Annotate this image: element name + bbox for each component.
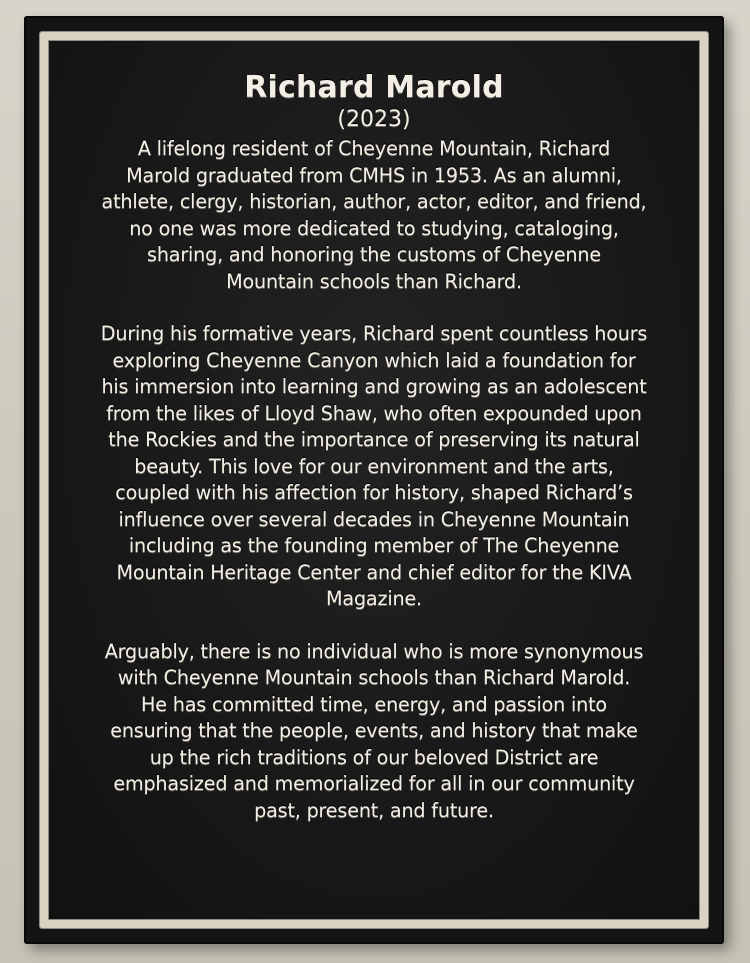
paragraph-gap [72,613,676,639]
paragraph-line: up the rich traditions of our beloved District are [149,745,599,769]
paragraph-line: his immersion into learning and growing as an adolescent [101,375,647,398]
paragraph-line: the Rockies and the importance of preserving its natural [108,428,640,451]
paragraph-line: exploring Cheyenne Canyon which laid a foundation for [112,348,636,372]
paragraph-line: ensuring that the people, events, and history that make [110,719,638,742]
paragraph-line: beauty. This love for our environment and the arts, [134,454,614,478]
paragraph-line: from the likes of Lloyd Shaw, who often expounded upon [106,401,642,425]
paragraph-line: with Cheyenne Mountain schools than Richard Marold. [117,666,631,689]
paragraph-line: Mountain Heritage Center and chief editor for the KIVA [116,560,632,584]
paragraph-line: coupled with his affection for history, shaped Richard’s [115,481,633,504]
paragraph-line: athlete, clergy, historian, author, actor, editor, and friend, [101,190,647,213]
paragraph-line: He has committed time, energy, and passion into [141,692,607,716]
paragraph-line: A lifelong resident of Cheyenne Mountain, Richard [137,137,611,160]
paragraph-line: emphasized and memorialized for all in our community [113,772,635,795]
paragraph-line: influence over several decades in Cheyenne Mountain [118,507,630,531]
plaque-year: (2023) [337,107,411,132]
paragraph-line: Mountain schools than Richard. [226,269,522,293]
paragraph-gap [72,295,676,321]
paragraph-line: Marold graduated from CMHS in 1953. As an alumni, [126,163,622,187]
memorial-plaque [24,16,724,944]
paragraph-line: Arguably, there is no individual who is more synonymous [104,639,644,663]
paragraph-3 [72,639,676,825]
paragraph-line: no one was more dedicated to studying, cataloging, [129,216,619,240]
plaque-content [72,70,676,824]
paragraph-2 [72,321,676,613]
plaque-title: Richard Marold [244,70,504,105]
plaque-frame [40,32,708,928]
paragraph-line: including as the founding member of The Cheyenne [128,534,620,557]
paragraph-line: past, present, and future. [254,798,494,822]
paragraph-line: sharing, and honoring the customs of Cheyenne [147,243,601,266]
paragraph-line: Magazine. [326,587,422,610]
paragraph-line: During his formative years, Richard spent countless hours [100,322,648,345]
paragraph-1 [72,136,676,295]
